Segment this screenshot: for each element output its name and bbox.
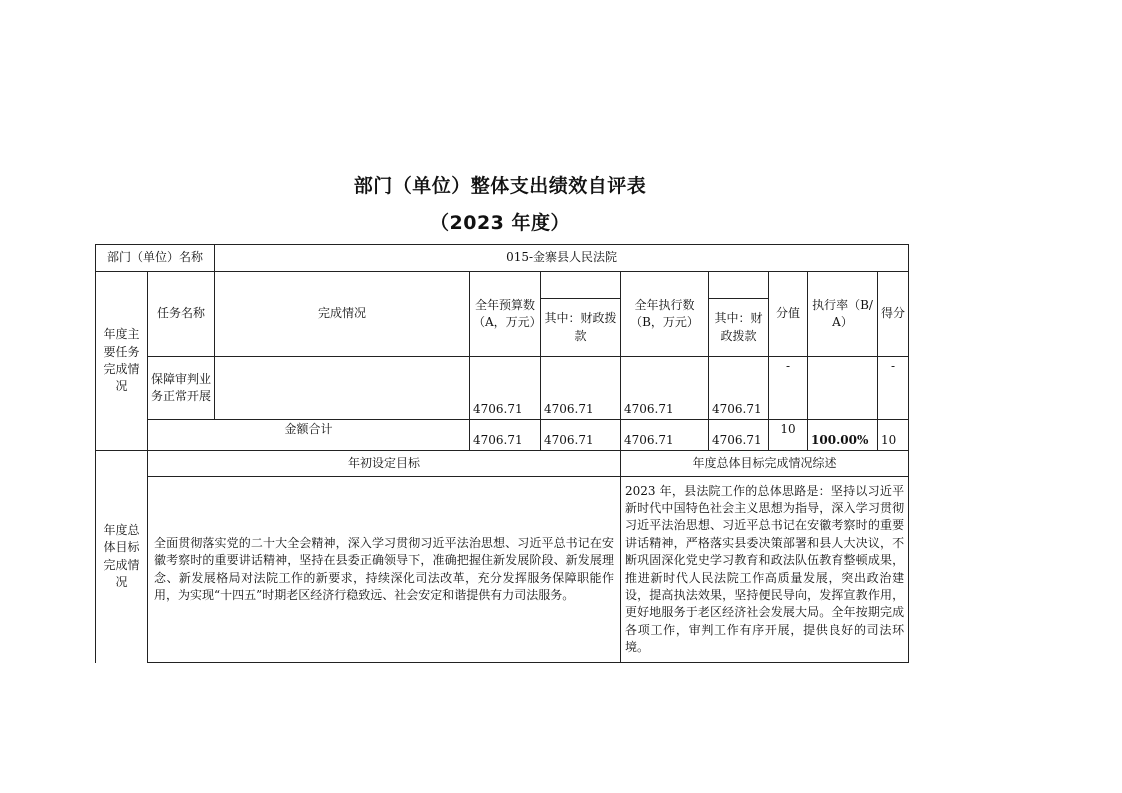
- total-budget: 4706.71: [470, 420, 541, 451]
- goal-text: 全面贯彻落实党的二十大全会精神，深入学习贯彻习近平法治思想、习近平总书记在安徽考察时的重要讲话精神，坚持在县委正确领导下，准确把握住新发展阶段、新发展理念、新发展格局对法院工作的新要求，持续深化司法改革，充分发挥服务保障职能作用，为实现“十四五”时期老区经济行稳致远、社会安定和谐提供有力司法服务。: [148, 477, 621, 663]
- task-score-value: -: [769, 357, 808, 420]
- task-name: 保障审判业务正常开展: [148, 357, 215, 420]
- task-exec: 4706.71: [621, 357, 709, 420]
- table-row: [96, 357, 909, 420]
- goal-header-row: [96, 451, 909, 477]
- task-exec-fiscal: 4706.71: [709, 357, 769, 420]
- header-score-value: 分值: [769, 272, 808, 357]
- header-score: 得分: [878, 272, 909, 357]
- goal-header: 年初设定目标: [148, 451, 621, 477]
- header-exec-fiscal: 其中：财政拨款: [709, 299, 769, 357]
- header-exec: 全年执行数（B，万元）: [621, 272, 709, 357]
- performance-table: [95, 244, 909, 663]
- header-task: 任务名称: [148, 272, 215, 357]
- page-subtitle: （2023 年度）: [430, 212, 570, 234]
- total-label: 金额合计: [148, 420, 470, 451]
- task-budget-fiscal: 4706.71: [541, 357, 621, 420]
- task-score: -: [878, 357, 909, 420]
- summary-text: 2023 年，县法院工作的总体思路是：坚持以习近平新时代中国特色社会主义思想为指导，深入学习贯彻习近平法治思想、习近平总书记在安徽考察时的重要讲话精神，严格落实县委决策部署和县人大决议，不断巩固深化党史学习教育和政法队伍教育整顿成果，推进新时代人民法院工作高质量发展，突出政治建设，提高执法效果，坚持便民导向，发挥宣教作用，更好地服务于老区经济社会发展大局。全年按期完成各项工作，审判工作有序开展，提供良好的司法环境。: [621, 477, 909, 663]
- header-empty-1: [541, 272, 621, 299]
- summary-header: 年度总体目标完成情况综述: [621, 451, 909, 477]
- unit-name: 015-金寨县人民法院: [215, 245, 909, 272]
- total-rate: 100.00%: [808, 420, 878, 451]
- unit-label: 部门（单位）名称: [96, 245, 215, 272]
- header-empty-2: [709, 272, 769, 299]
- total-budget-fiscal: 4706.71: [541, 420, 621, 451]
- total-exec-fiscal: 4706.71: [709, 420, 769, 451]
- unit-row: [96, 245, 909, 272]
- page-title: 部门（单位）整体支出绩效自评表: [353, 175, 647, 197]
- task-rate: [808, 357, 878, 420]
- task-budget: 4706.71: [470, 357, 541, 420]
- task-status: [215, 357, 470, 420]
- total-row: [96, 420, 909, 451]
- header-status: 完成情况: [215, 272, 470, 357]
- total-score-value: 10: [769, 420, 808, 451]
- total-exec: 4706.71: [621, 420, 709, 451]
- section2-label: 年度总体目标完成情况: [96, 451, 148, 663]
- header-rate: 执行率（B/A）: [808, 272, 878, 357]
- total-score: 10: [878, 420, 909, 451]
- section1-label: 年度主要任务完成情况: [96, 272, 148, 451]
- goal-content-row: [96, 477, 909, 663]
- task-header-row: [96, 272, 909, 299]
- header-budget: 全年预算数（A，万元）: [470, 272, 541, 357]
- header-budget-fiscal: 其中：财政拨款: [541, 299, 621, 357]
